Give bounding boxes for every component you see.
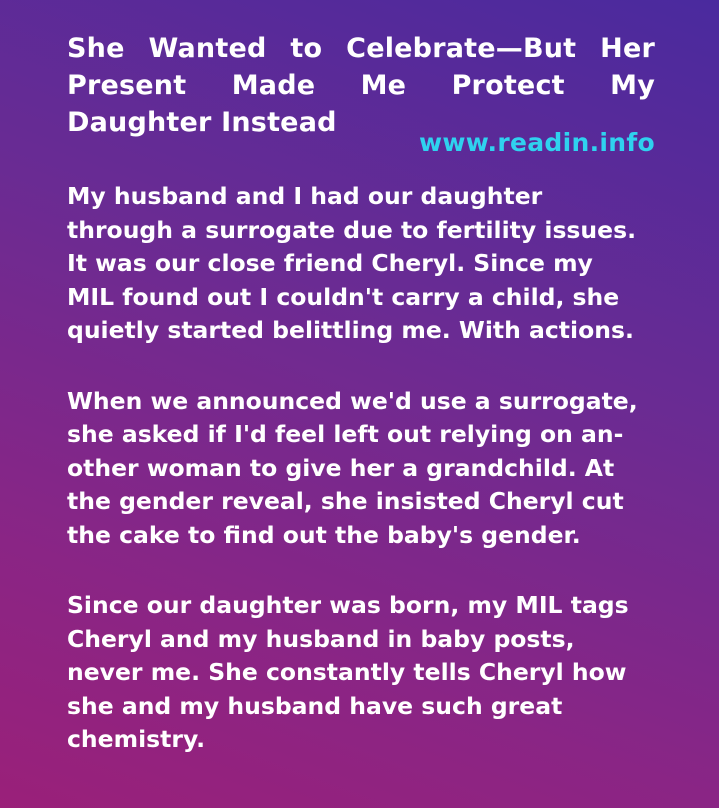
story-paragraph-1: My husband and I had our daughter through a surrogate due to fertility issues. It was our close friend Cheryl. Since my MIL found out I couldn't carry a child, she quietly started belittling me. With actions. xyxy=(67,182,637,344)
story-title: She Wanted to Celebrate—But Her Present Made Me Protect My Daughter Instead xyxy=(67,33,655,138)
site-watermark: www.readin.info xyxy=(418,128,655,157)
story-body xyxy=(67,180,667,794)
story-paragraph-3: Since our daughter was born, my MIL tags Cheryl and my husband in baby posts, never me. She constantly tells Cheryl how she and my husband have such great chemistry. xyxy=(67,591,629,753)
story-paragraph-2: When we announced we'd use a surrogate, she asked if I'd feel left out relying on an- other woman to give her a grandchild. At the gender reveal, she insisted Cheryl cut the cake to find out the baby's gender. xyxy=(67,386,638,549)
